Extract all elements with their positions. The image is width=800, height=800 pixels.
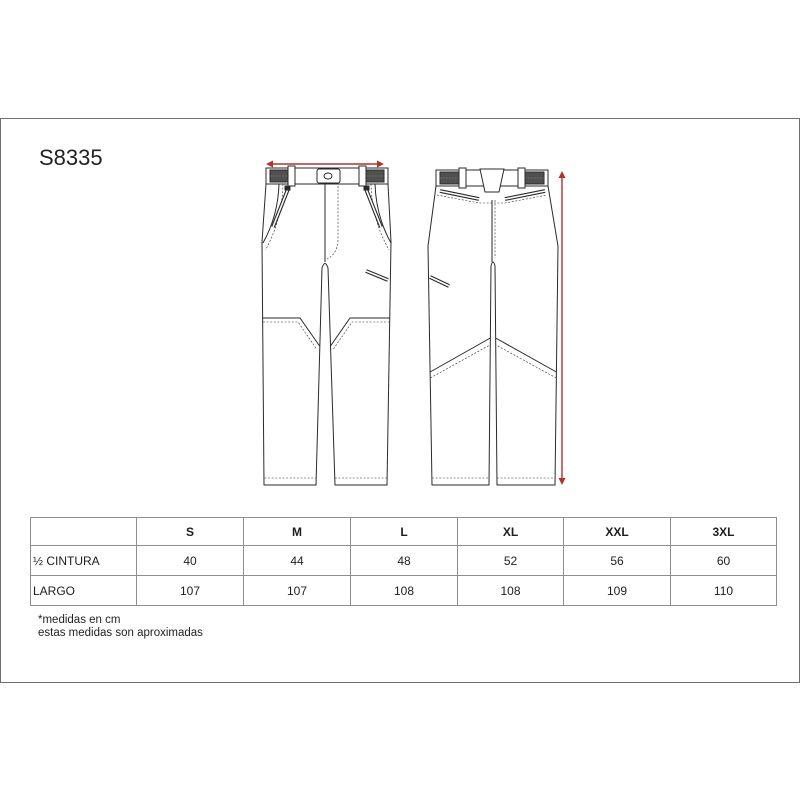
front-button	[324, 173, 332, 179]
size-header-3xl: 3XL	[671, 518, 777, 546]
table-cell: 52	[458, 546, 564, 576]
table-cell: 60	[671, 546, 777, 576]
size-header-m: M	[244, 518, 351, 546]
table-cell: 40	[137, 546, 244, 576]
table-cell: 44	[244, 546, 351, 576]
table-row	[31, 576, 777, 606]
back-leg-outline	[428, 186, 558, 485]
size-table-header	[31, 518, 777, 546]
size-header-l: L	[351, 518, 458, 546]
table-cell: 109	[564, 576, 671, 606]
size-table	[30, 517, 777, 606]
size-header-s: S	[137, 518, 244, 546]
length-measure-arrow	[559, 171, 566, 485]
pants-front-view	[262, 166, 391, 485]
table-cell: 48	[351, 546, 458, 576]
note-units: *medidas en cm	[38, 614, 121, 626]
waist-arrow-head-left	[266, 161, 273, 168]
back-belt-loop-right	[518, 168, 525, 188]
table-cell: 108	[458, 576, 564, 606]
table-cell: 107	[244, 576, 351, 606]
garment-drawings	[252, 154, 572, 494]
length-arrow-head-top	[559, 171, 566, 178]
table-cell: 107	[137, 576, 244, 606]
row-label: LARGO	[31, 576, 137, 606]
note-approximate: estas medidas son aproximadas	[38, 627, 203, 639]
front-belt-loop-right	[359, 166, 366, 186]
front-pocket-zipper-left-pull	[285, 186, 290, 190]
row-label: ½ CINTURA	[31, 546, 137, 576]
table-row	[31, 546, 777, 576]
back-belt-loop-left	[459, 168, 466, 188]
front-pocket-zipper-right-pull	[364, 186, 369, 190]
footnotes	[38, 614, 203, 640]
front-belt-loop-left	[288, 166, 295, 186]
size-header-xxl: XXL	[564, 518, 671, 546]
table-cell: 56	[564, 546, 671, 576]
table-cell: 108	[351, 576, 458, 606]
table-cell: 110	[671, 576, 777, 606]
size-header-xl: XL	[458, 518, 564, 546]
waist-arrow-head-right	[377, 161, 384, 168]
header-corner-cell	[31, 518, 137, 546]
length-arrow-head-bottom	[559, 478, 566, 485]
pants-back-view	[428, 168, 558, 485]
front-leg-outline	[262, 184, 391, 485]
product-code-title: S8335	[39, 145, 103, 170]
